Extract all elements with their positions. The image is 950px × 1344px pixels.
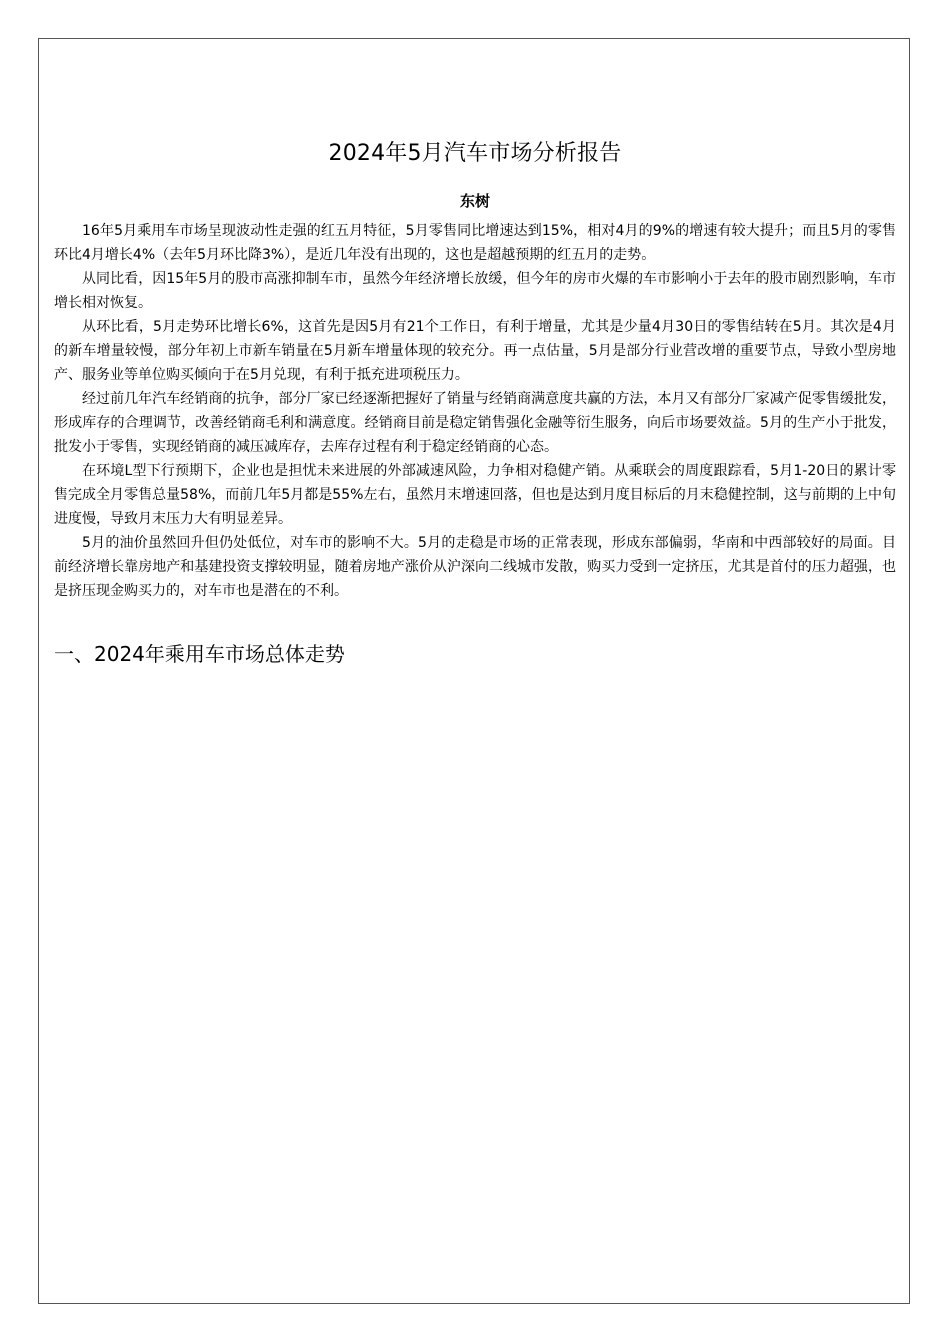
paragraph-5: 在环境L型下行预期下，企业也是担忧未来进展的外部减速风险，力争相对稳健产销。从乘联会的周度跟踪看，5月1-20日的累计零售完成全月零售总量58%，而前几年5月都是55%左右，虽然月末增速回落，但也是达到月度目标后的月末稳健控制，这与前期的上中旬进度慢，导致月末压力大有明显差异。 [54,463,896,527]
paragraph-6: 5月的油价虽然回升但仍处低位，对车市的影响不大。5月的走稳是市场的正常表现，形成东部偏弱，华南和中西部较好的局面。目前经济增长靠房地产和基建投资支撑较明显，随着房地产涨价从沪深向二线城市发散，购买力受到一定挤压，尤其是首付的压力超强，也是挤压现金购买力的，对车市也是潜在的不利。 [54,535,896,599]
document-body [54,138,896,669]
section-heading: 一、2024年乘用车市场总体走势 [54,642,345,666]
author-name: 东树 [459,192,490,210]
paragraph-3: 从环比看，5月走势环比增长6%，这首先是因5月有21个工作日，有利于增量，尤其是少量4月30日的零售结转在5月。其次是4月的新车增量较慢，部分年初上市新车销量在5月新车增量体现的较充分。再一点估量，5月是部分行业营改增的重要节点，导致小型房地产、服务业等单位购买倾向于在5月兑现，有利于抵充进项税压力。 [54,319,896,383]
paragraph-2: 从同比看，因15年5月的股市高涨抑制车市，虽然今年经济增长放缓，但今年的房市火爆的车市影响小于去年的股市剧烈影响，车市增长相对恢复。 [54,271,896,311]
paragraph-4: 经过前几年汽车经销商的抗争，部分厂家已经逐渐把握好了销量与经销商满意度共赢的方法，本月又有部分厂家减产促零售缓批发，形成库存的合理调节，改善经销商毛利和满意度。经销商目前是稳定销售强化金融等衍生服务，向后市场要效益。5月的生产小于批发，批发小于零售，实现经销商的减压减库存，去库存过程有利于稳定经销商的心态。 [54,391,896,455]
paragraph-1: 16年5月乘用车市场呈现波动性走强的红五月特征，5月零售同比增速达到15%，相对4月的9%的增速有较大提升；而且5月的零售环比4月增长4%（去年5月环比降3%），是近几年没有出现的，这也是超越预期的红五月的走势。 [54,223,896,263]
document-title: 2024年5月汽车市场分析报告 [328,141,622,166]
